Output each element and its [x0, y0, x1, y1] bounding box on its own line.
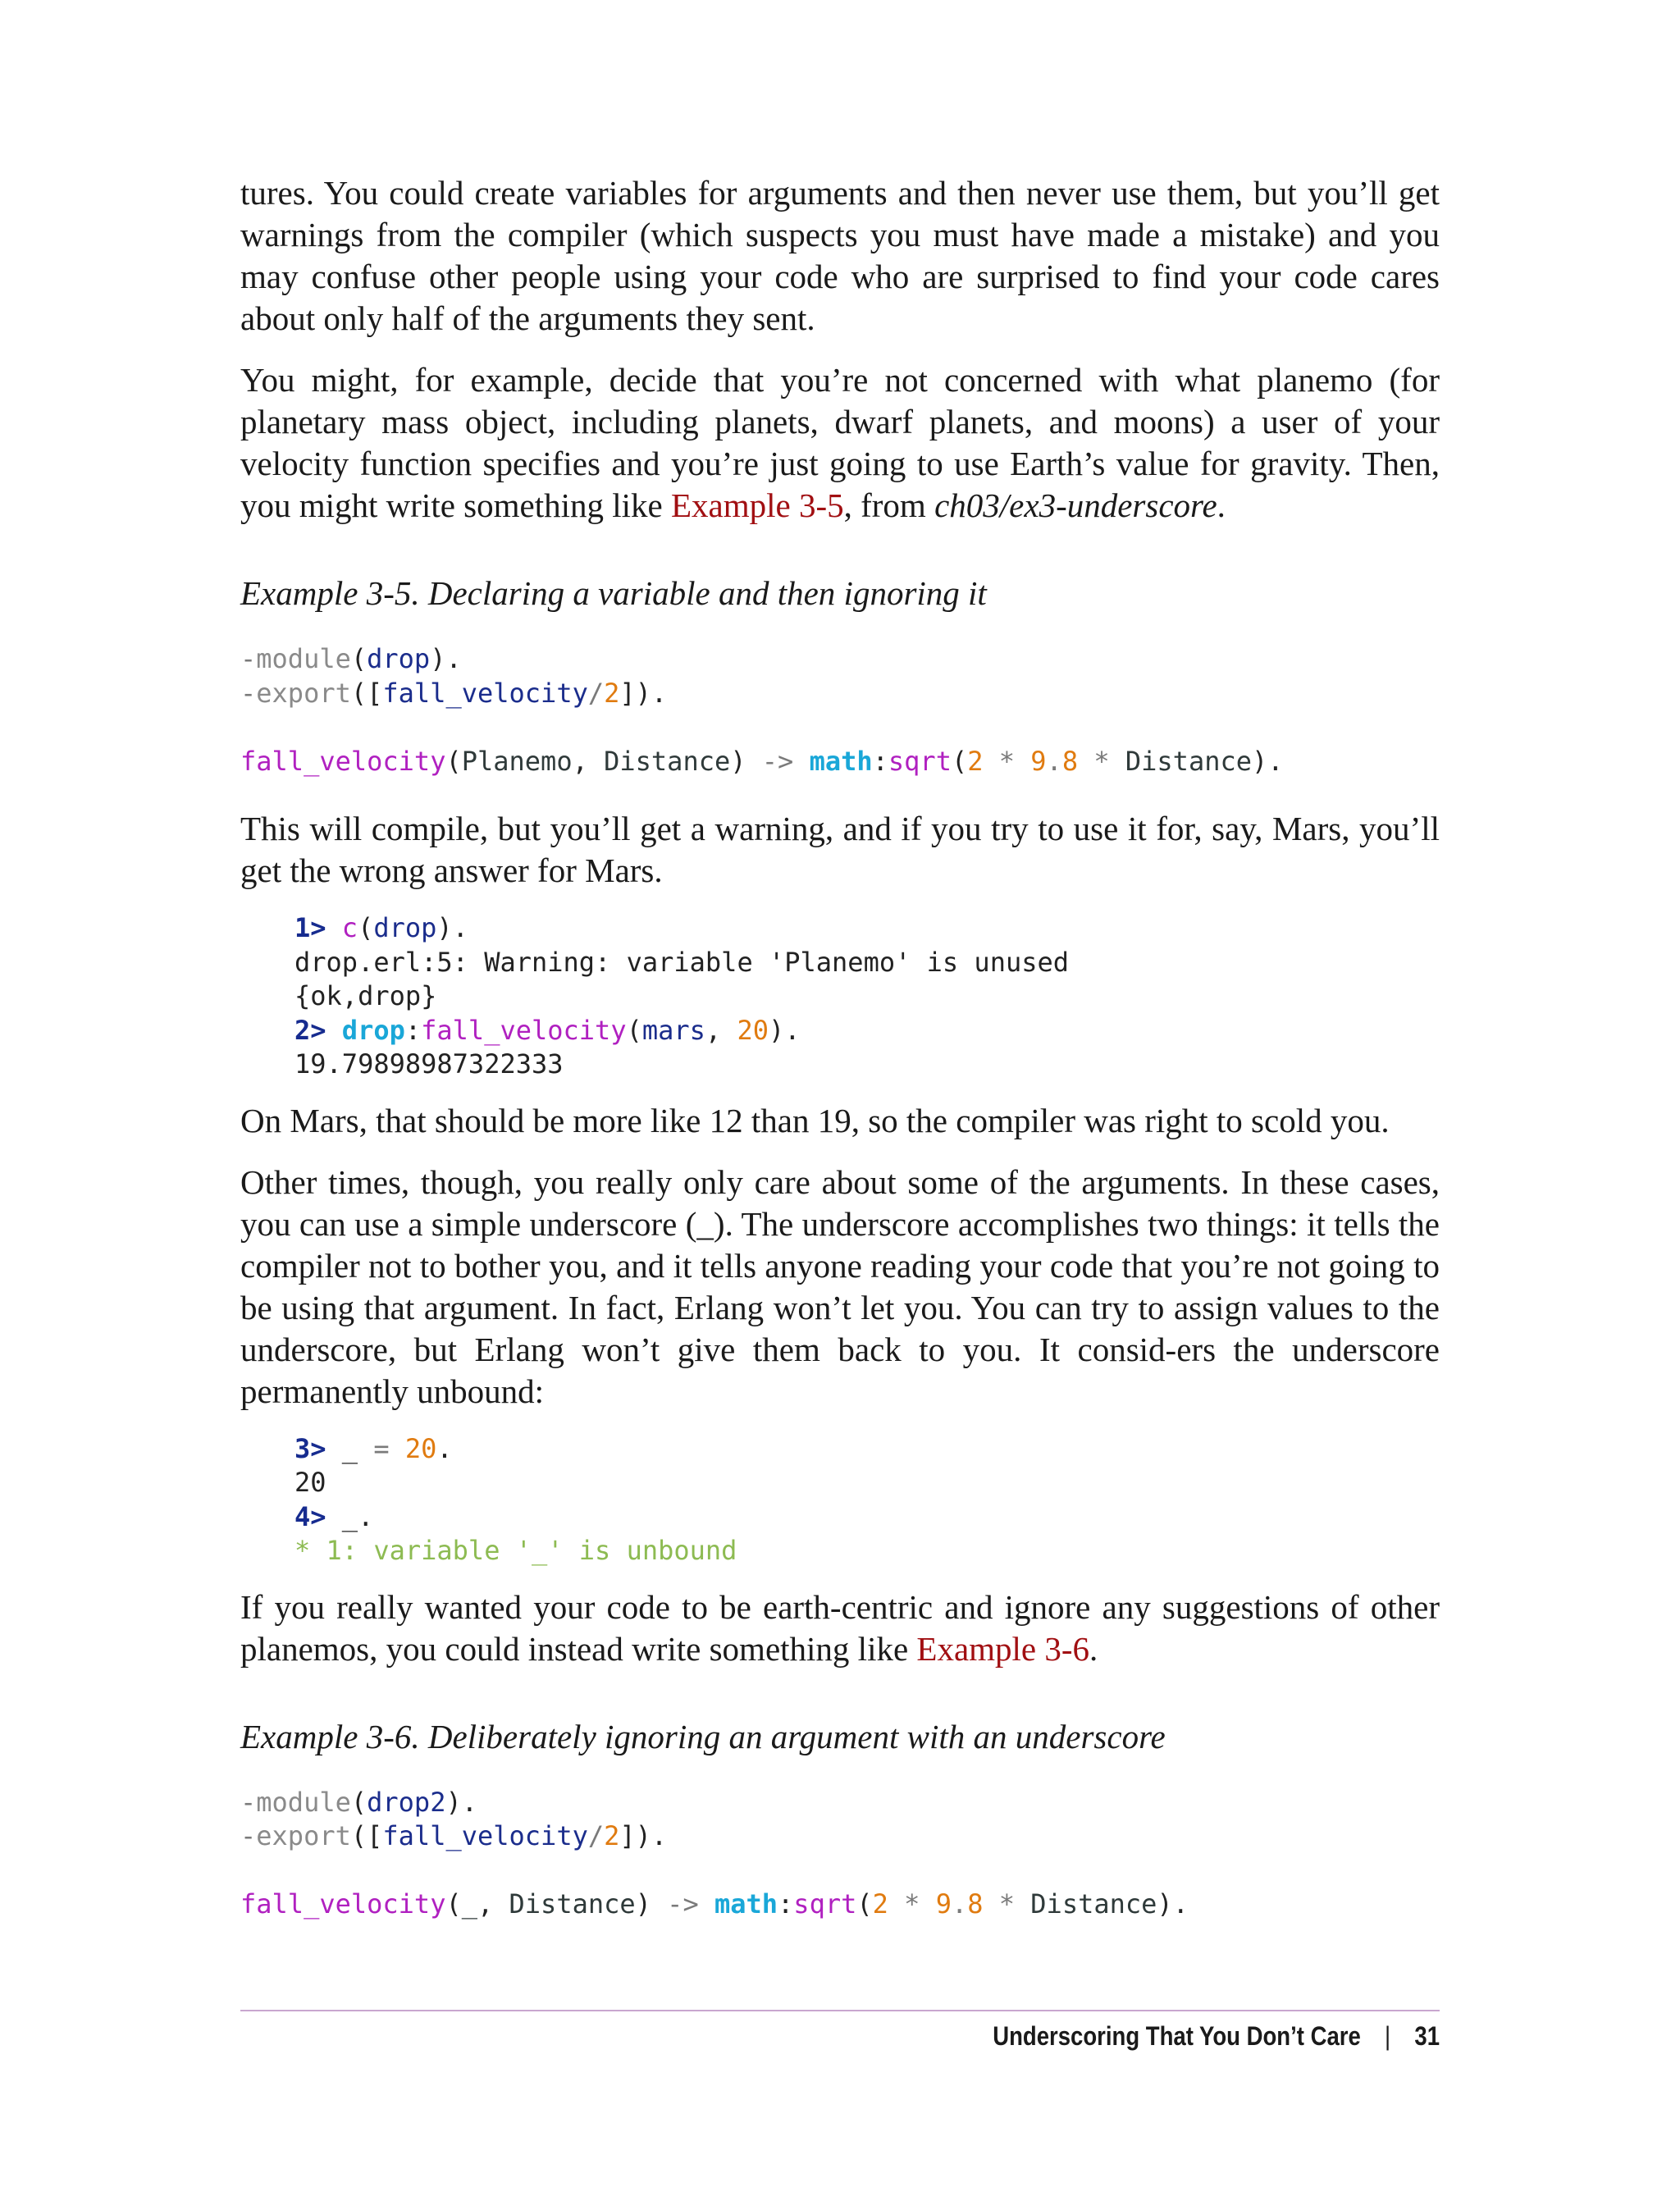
shell-session-2 [240, 1432, 1440, 1568]
example-3-5-caption: Example 3-5. Declaring a variable and then ignoring it [240, 574, 987, 612]
footer-divider [240, 2010, 1440, 2011]
shell-line: {ok,drop} [294, 980, 437, 1011]
running-title: Underscoring That You Don’t Care [993, 2021, 1361, 2051]
code-line: -module(drop). [240, 643, 462, 674]
paragraph-2-text: You might, for example, decide that you’re not concerned with what planemo (for planetary mass object, including planets, dwarf planets, and moons) a user of your velocity function specifies and you’re just going to use Earth’s value for gravity. Then, you might write something like [240, 361, 1440, 524]
shell-line: 4> _. [294, 1500, 374, 1532]
file-path: ch03/ex3-underscore [934, 486, 1217, 524]
footer-separator: | [1385, 2021, 1391, 2051]
page-footer [409, 2021, 1440, 2052]
example-3-6-link[interactable]: Example 3-6 [916, 1629, 1090, 1668]
paragraph-5: Other times, though, you really only care about some of the arguments. In these cases, you can use a simple underscore (_). The underscore accomplishes two things: it tells the compiler not to bother you, and it tells anyone reading your code that you’re not going to be using that argument. In fact, Erlang won’t let you. You can try to assign values to the underscore, but Erlang won’t give them back to you. It consid‐ers the underscore permanently unbound: [240, 1162, 1440, 1410]
shell-line: 3> _ = 20. [294, 1432, 453, 1464]
shell-line: drop.erl:5: Warning: variable 'Planemo' is unused [294, 946, 1070, 978]
code-block-example-3-6 [240, 1786, 1440, 1922]
shell-line: 20 [294, 1467, 326, 1498]
shell-line: * 1: variable '_' is unbound [294, 1535, 737, 1566]
code-line: -module(drop2). [240, 1786, 477, 1818]
shell-line: 19.79898987322333 [294, 1048, 564, 1080]
shell-line: 1> c(drop). [294, 912, 468, 943]
page-number: 31 [1414, 2021, 1440, 2051]
paragraph-1: tures. You could create variables for arguments and then never use them, but you’ll get warnings from the compiler (which suspects you must have made a mistake) and you may confuse other people using your code who are surprised to find your code cares about only half of the arguments they sent. [240, 174, 1440, 337]
shell-line: 2> drop:fall_velocity(mars, 20). [294, 1014, 801, 1046]
paragraph-2 [240, 359, 1440, 527]
paragraph-6-text: If you really wanted your code to be earth-centric and ignore any suggestions of other planemos, you could instead write something like [240, 1587, 1440, 1668]
code-line: -export([fall_velocity/2]). [240, 677, 668, 709]
paragraph-2-middle: , from [843, 486, 935, 524]
example-3-6-caption: Example 3-6. Deliberately ignoring an argument with an underscore [240, 1717, 1166, 1755]
paragraph-4: On Mars, that should be more like 12 than 19, so the compiler was right to scold you. [240, 1101, 1390, 1139]
shell-session-1 [240, 911, 1440, 1082]
paragraph-3: This will compile, but you’ll get a warning, and if you try to use it for, say, Mars, you’ll get the wrong answer for Mars. [240, 810, 1440, 889]
paragraph-2-end: . [1217, 486, 1226, 524]
code-line: fall_velocity(Planemo, Distance) -> math:sqrt(2 * 9.8 * Distance). [240, 745, 1284, 777]
code-line: -export([fall_velocity/2]). [240, 1820, 668, 1851]
paragraph-6 [240, 1586, 1440, 1670]
page-content [240, 172, 1440, 1952]
paragraph-6-end: . [1089, 1629, 1098, 1668]
example-3-5-link[interactable]: Example 3-5 [670, 486, 844, 524]
code-line: fall_velocity(_, Distance) -> math:sqrt(2 * 9.8 * Distance). [240, 1888, 1189, 1920]
code-block-example-3-5 [240, 642, 1440, 778]
